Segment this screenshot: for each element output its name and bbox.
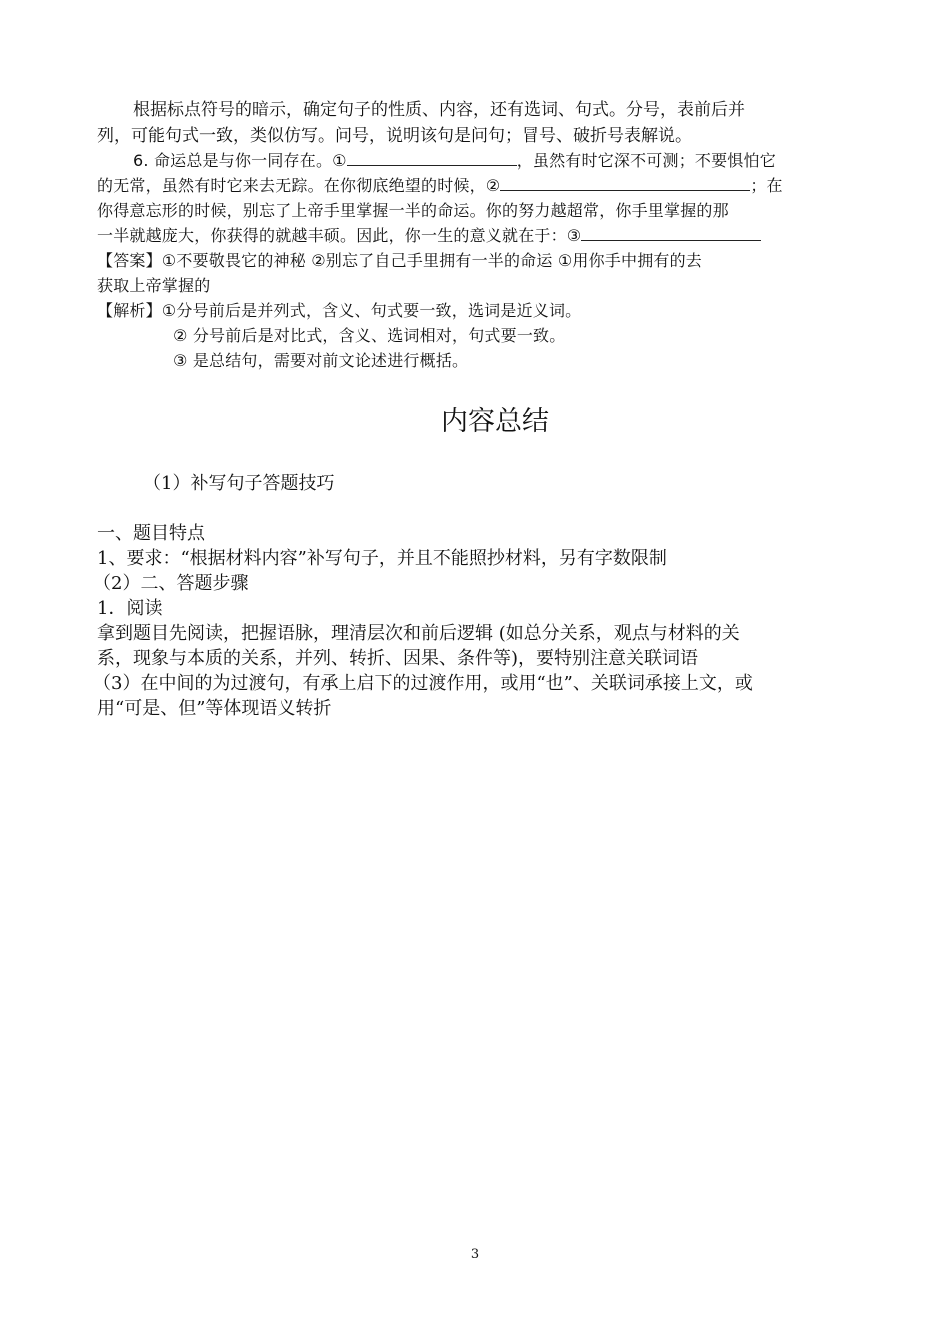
summary-reading-line-1: 拿到题目先阅读，把握语脉，理清层次和前后逻辑 (如总分关系，观点与材料的关 [97, 623, 740, 644]
question-line-1-start: 6. 命运总是与你一同存在。① [133, 151, 347, 170]
analysis-line-1: 【解析】①分号前后是并列式，含义、句式要一致，选词是近义词。 [97, 301, 582, 320]
intro-line-2: 列，可能句式一致，类似仿写。问号，说明该句是问句；冒号、破折号表解说。 [97, 126, 692, 146]
summary-requirement: 1、要求：“根据材料内容”补写句子，并且不能照抄材料，另有字数限制 [97, 548, 667, 569]
summary-item-3-line-2: 用“可是、但”等体现语义转折 [97, 698, 332, 719]
answer-line-2: 获取上帝掌握的 [97, 276, 211, 295]
question-line-1-end: ，虽然有时它深不可测；不要惧怕它 [516, 151, 776, 170]
summary-item-2: （2）二、答题步骤 [93, 573, 249, 594]
analysis-line-3: ③ 是总结句，需要对前文论述进行概括。 [173, 351, 469, 370]
intro-line-1: 根据标点符号的暗示，确定句子的性质、内容，还有选词、句式。分号，表前后并 [133, 100, 745, 120]
summary-item-1: （1）补写句子答题技巧 [143, 473, 335, 494]
summary-step-1: 1．阅读 [97, 598, 163, 619]
answer-blank-2 [500, 174, 750, 191]
question-line-2-start: 的无常，虽然有时它来去无踪。在你彻底绝望的时候，② [97, 176, 501, 195]
question-line-1 [133, 149, 776, 173]
summary-section-1: 一、题目特点 [97, 523, 205, 544]
question-line-4 [97, 224, 761, 248]
question-line-3: 你得意忘形的时候，别忘了上帝手里掌握一半的命运。你的努力越超常，你手里掌握的那 [97, 201, 729, 220]
page-number: 3 [470, 1247, 480, 1262]
summary-item-3-line-1: （3）在中间的为过渡句，有承上启下的过渡作用，或用“也”、关联词承接上文，或 [93, 673, 753, 694]
answer-blank-1 [347, 149, 517, 166]
question-line-2 [97, 174, 783, 198]
summary-reading-line-2: 系，现象与本质的关系，并列、转折、因果、条件等)，要特别注意关联词语 [97, 648, 699, 669]
question-line-4-start: 一半就越庞大，你获得的就越丰硕。因此，你一生的意义就在于：③ [97, 226, 582, 245]
answer-line-1: 【答案】①不要敬畏它的神秘 ②别忘了自己手里拥有一半的命运 ①用你手中拥有的去 [97, 251, 703, 270]
question-line-2-end: ；在 [750, 176, 783, 195]
summary-title: 内容总结 [441, 406, 549, 437]
answer-blank-3 [581, 224, 761, 241]
analysis-line-2: ② 分号前后是对比式，含义、选词相对，句式要一致。 [173, 326, 566, 345]
